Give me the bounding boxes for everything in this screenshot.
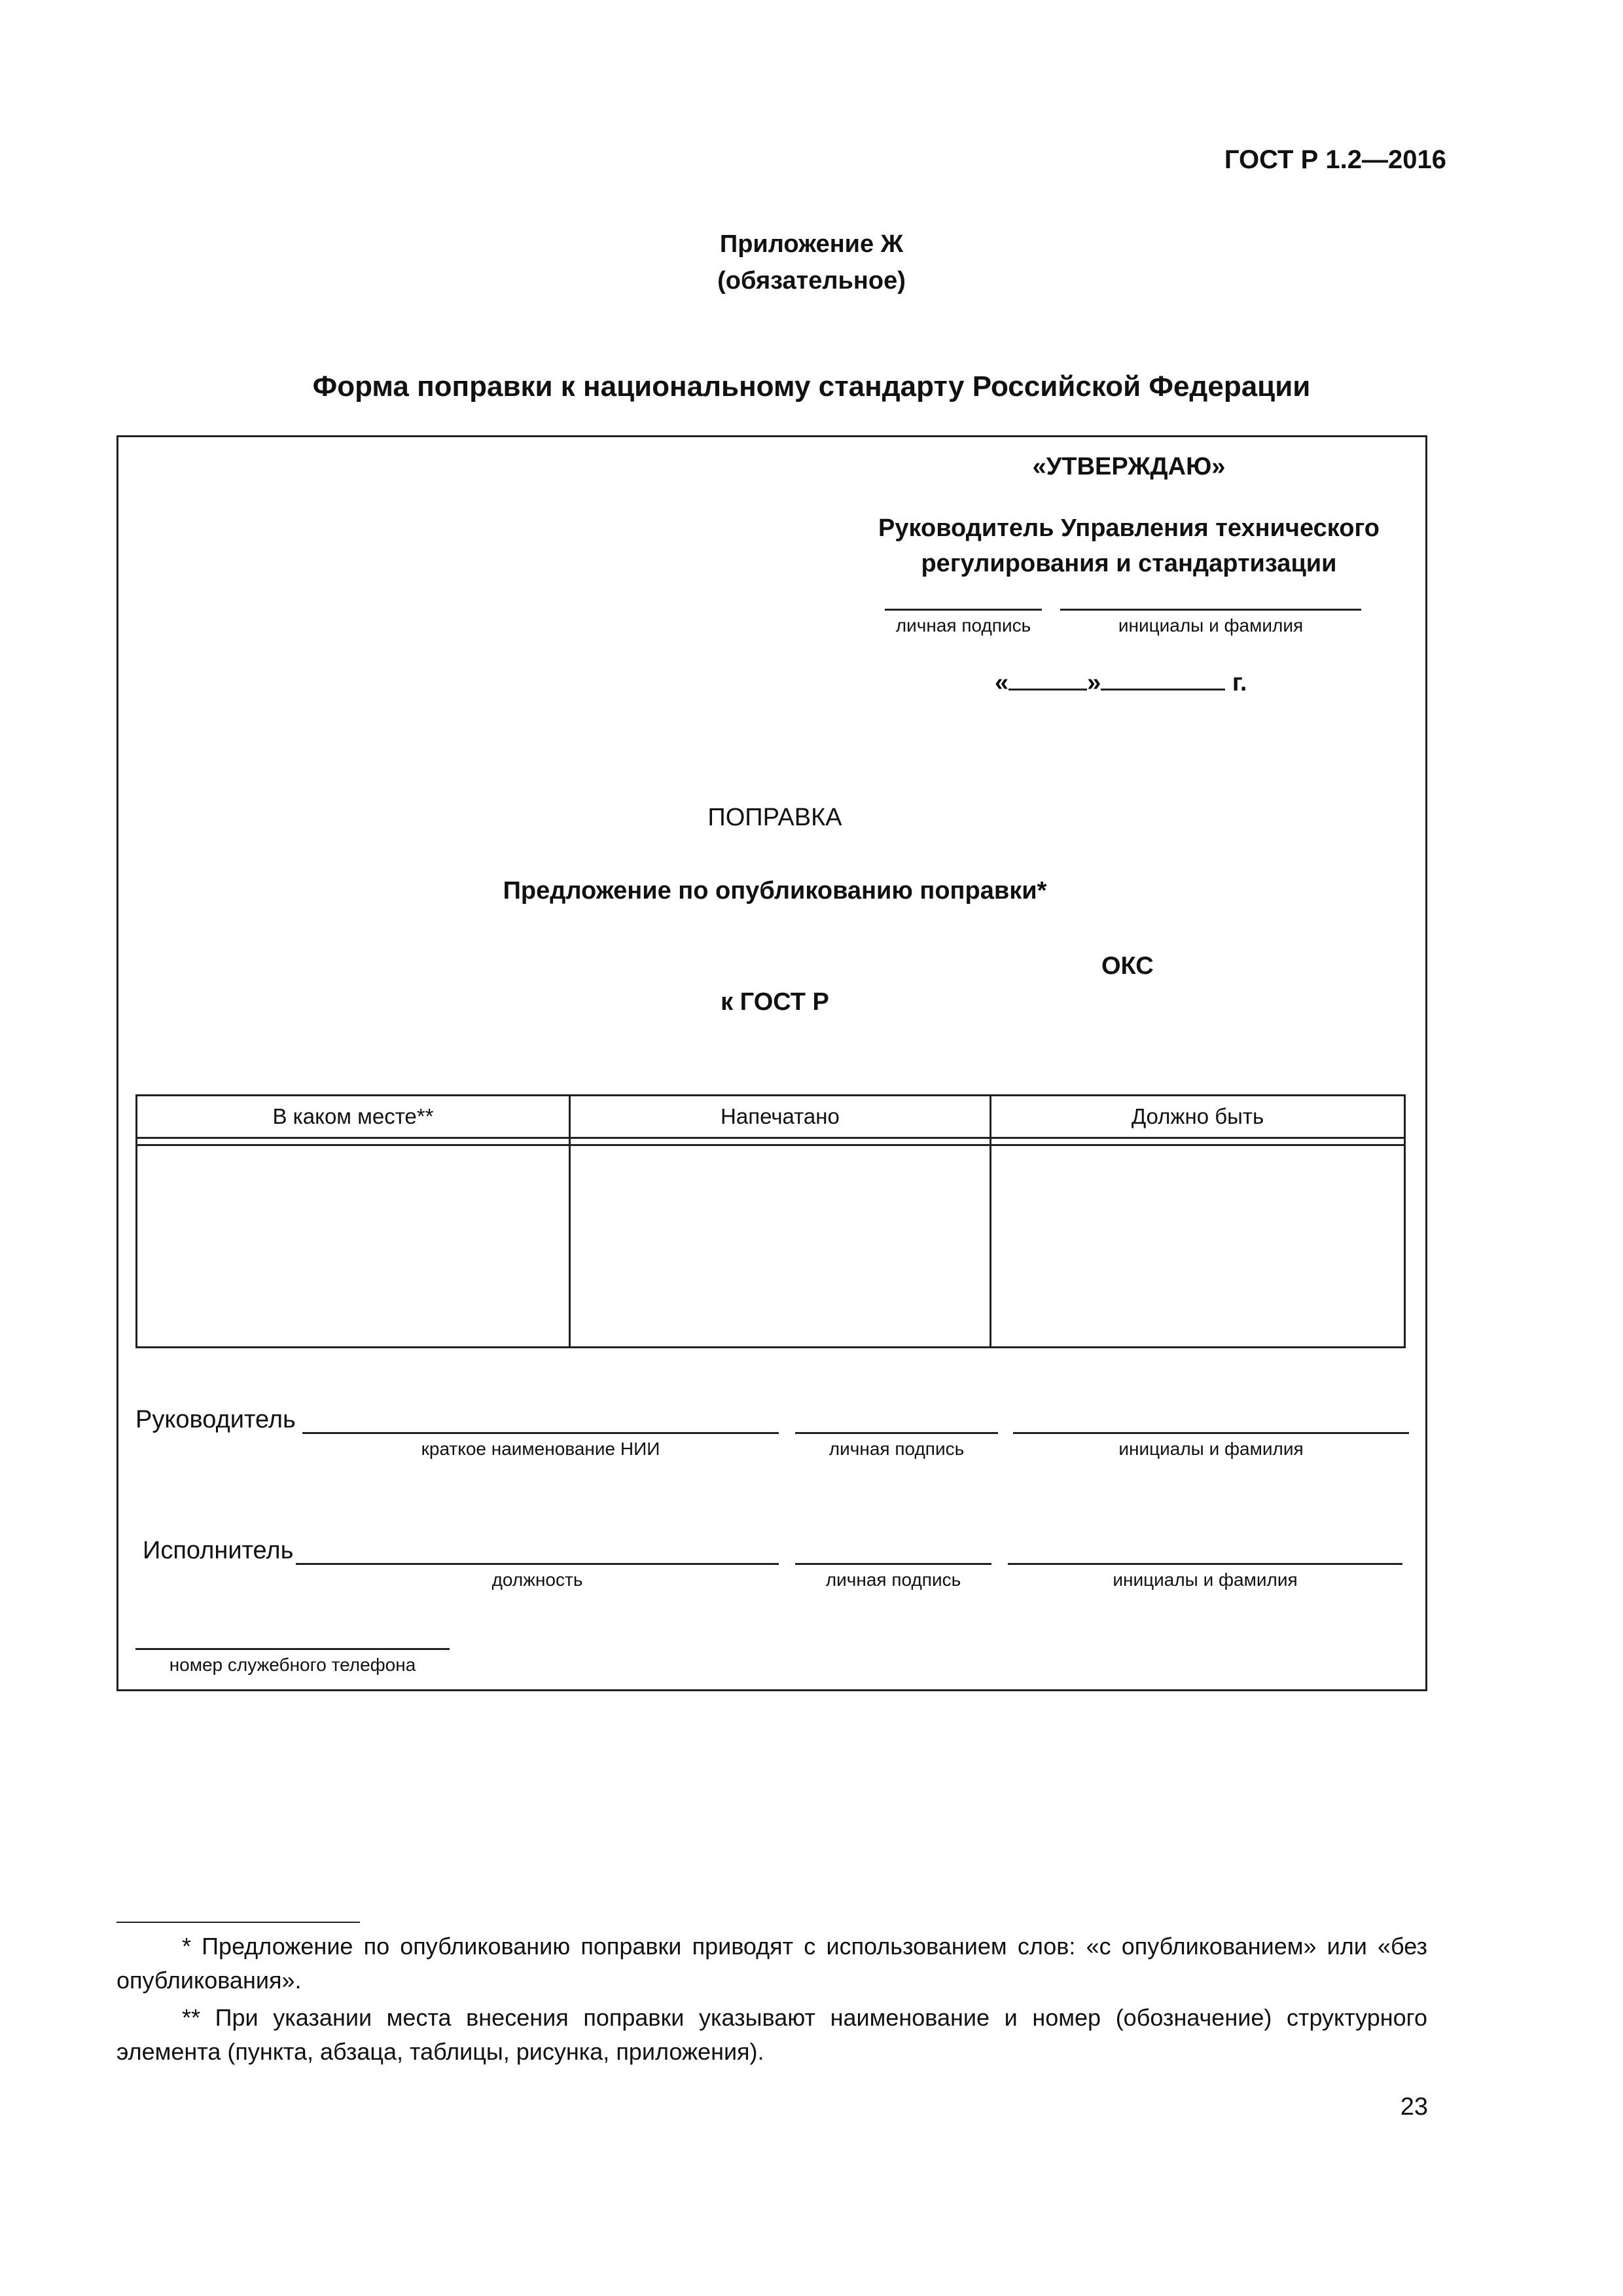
form-title: Форма поправки к национальному стандарту Российской Федерации [312, 370, 1311, 403]
standard-reference: к ГОСТ Р [721, 988, 829, 1016]
amendment-heading: ПОПРАВКА [707, 804, 842, 831]
appendix-heading [0, 226, 1623, 299]
footnote-rule [116, 1922, 360, 1923]
head-name-caption: инициалы и фамилия [1118, 1439, 1304, 1459]
head-label: Руководитель [135, 1406, 296, 1433]
column-header-location: В каком месте** [137, 1096, 570, 1138]
approve-stamp: «УТВЕРЖДАЮ» [1032, 453, 1226, 480]
phone-caption: номер служебного телефона [169, 1655, 416, 1675]
executor-signature-line[interactable] [795, 1563, 991, 1565]
date-month-blank[interactable] [1101, 686, 1225, 691]
executor-name-line[interactable] [1008, 1563, 1402, 1565]
footnote-location: ** При указании места внесения поправки указывают наименование и номер (обозначение) структурного элемента (пункта, абзаца, таблицы, рисунка, приложения). [116, 2004, 1427, 2065]
head-name-line[interactable] [1013, 1432, 1409, 1434]
executor-position-caption: должность [491, 1570, 583, 1590]
approver-signature-caption: личная подпись [895, 615, 1031, 636]
should-be-cell[interactable] [991, 1145, 1405, 1348]
oks-label: ОКС [1101, 952, 1154, 980]
approval-date [995, 669, 1247, 697]
date-year-suffix: г. [1232, 669, 1247, 696]
head-signature-caption: личная подпись [829, 1439, 965, 1459]
approver-title [857, 511, 1400, 581]
amendment-table [135, 1094, 1406, 1348]
location-cell[interactable] [137, 1145, 570, 1348]
publication-proposal: Предложение по опубликованию поправки* [503, 877, 1047, 905]
column-header-printed: Напечатано [569, 1096, 990, 1138]
date-day-blank[interactable] [1008, 686, 1087, 691]
executor-signature-caption: личная подпись [825, 1570, 961, 1590]
footnote-publication: * Предложение по опубликованию поправки приводят с использованием слов: «с опубликованием» или «без опубликования». [116, 1933, 1427, 1994]
approver-name-line[interactable] [1060, 609, 1361, 611]
head-signature-line[interactable] [795, 1432, 998, 1434]
page-number: 23 [1400, 2093, 1428, 2121]
table-spacer [137, 1138, 570, 1145]
appendix-status: (обязательное) [717, 267, 906, 295]
table-spacer [569, 1138, 990, 1145]
head-org-line[interactable] [302, 1432, 779, 1434]
approver-title-line-1: Руководитель Управления технического [878, 514, 1380, 542]
column-header-should-be: Должно быть [991, 1096, 1405, 1138]
approver-name-caption: инициалы и фамилия [1118, 615, 1304, 636]
executor-position-line[interactable] [296, 1563, 779, 1565]
printed-cell[interactable] [569, 1145, 990, 1348]
table-spacer [991, 1138, 1405, 1145]
approver-title-line-2: регулирования и стандартизации [921, 550, 1337, 577]
executor-name-caption: инициалы и фамилия [1113, 1570, 1298, 1590]
approver-signature-line[interactable] [885, 609, 1042, 611]
phone-line[interactable] [135, 1648, 450, 1650]
head-org-caption: краткое наименование НИИ [421, 1439, 660, 1459]
date-quote-close: » [1087, 669, 1101, 696]
date-quote-open: « [995, 669, 1009, 696]
document-id: ГОСТ Р 1.2—2016 [1224, 145, 1446, 174]
executor-label: Исполнитель [143, 1537, 294, 1564]
appendix-title: Приложение Ж [719, 230, 904, 258]
